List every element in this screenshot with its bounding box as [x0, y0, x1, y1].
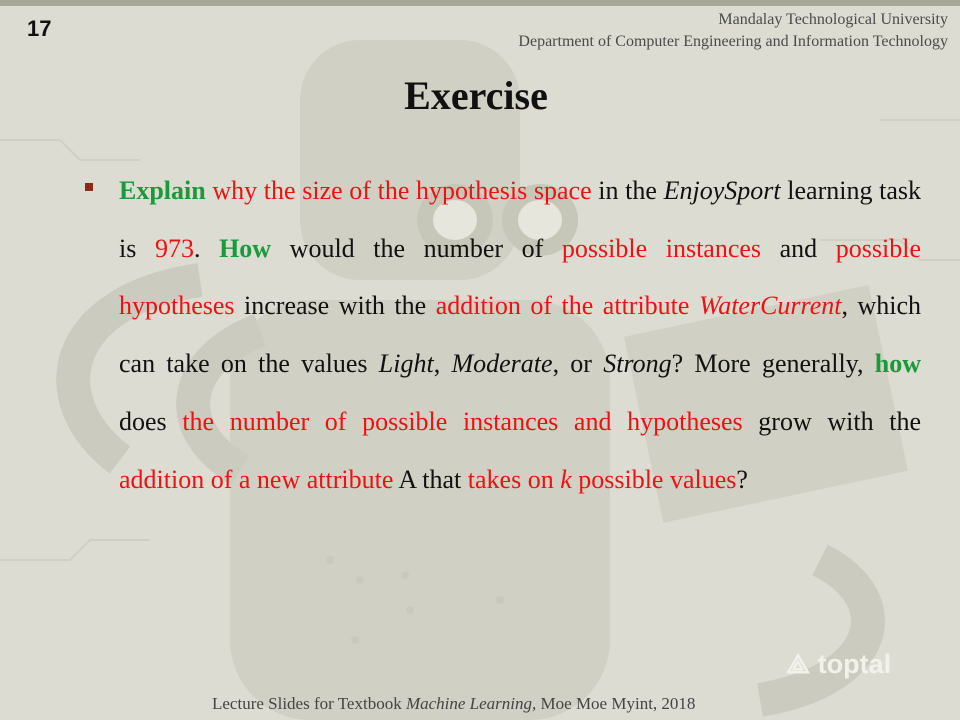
- footer-suffix: , Moe Moe Myint, 2018: [532, 694, 696, 713]
- bullet-square-icon: [85, 183, 93, 191]
- italic-term: Moderate: [451, 349, 553, 379]
- highlight-phrase: why the size of the hypothesis space: [212, 176, 592, 205]
- text-segment: ,: [433, 349, 452, 379]
- text-segment: grow with the: [742, 406, 921, 436]
- highlight-italic-term: k: [560, 464, 572, 494]
- text-segment: ? More generally,: [671, 349, 875, 379]
- university-name: Mandalay Technological University: [718, 11, 948, 28]
- footer-credit: [212, 694, 695, 714]
- highlight-phrase: takes on: [467, 464, 561, 494]
- highlight-phrase: the number of possible instances and hypotheses: [182, 406, 743, 436]
- text-segment: A that: [393, 464, 468, 494]
- text-segment: , which can take on the values: [119, 291, 922, 379]
- slide-number: 17: [27, 16, 52, 41]
- text-segment: ?: [736, 464, 748, 494]
- top-border: [0, 0, 960, 6]
- toptal-logo-icon: ⟁: [786, 649, 811, 679]
- italic-term: Light: [378, 349, 434, 379]
- highlight-phrase: addition of a new attribute: [119, 464, 394, 494]
- slide-title: Exercise: [404, 73, 548, 118]
- text-segment: in the: [591, 176, 664, 205]
- highlight-phrase: addition of the attribute: [435, 291, 699, 321]
- exercise-paragraph: [119, 162, 921, 508]
- keyword-explain: Explain: [119, 176, 206, 205]
- text-segment: learning task is: [119, 176, 921, 263]
- department-name: Department of Computer Engineering and Information Technology: [518, 33, 948, 50]
- institution-header: [518, 9, 948, 53]
- text-segment: and: [761, 233, 836, 263]
- italic-term: Strong: [603, 349, 672, 379]
- footer-prefix: Lecture Slides for Textbook: [212, 694, 406, 713]
- highlight-phrase: possible hypotheses: [119, 233, 922, 321]
- toptal-text: toptal: [817, 649, 892, 679]
- toptal-watermark: [786, 649, 891, 681]
- text-segment: does: [119, 406, 183, 436]
- text-segment: increase with the: [234, 291, 436, 321]
- italic-term: EnjoySport: [663, 176, 781, 205]
- keyword-how: how: [874, 349, 921, 379]
- text-segment: , or: [552, 349, 604, 379]
- highlight-italic-term: WaterCurrent: [698, 291, 842, 321]
- keyword-how: How: [219, 233, 272, 263]
- text-segment: .: [193, 233, 220, 263]
- text-segment: would the number of: [271, 233, 562, 263]
- highlight-number: 973: [154, 233, 194, 263]
- footer-book-title: Machine Learning: [405, 694, 533, 713]
- highlight-phrase: possible values: [571, 464, 737, 494]
- highlight-phrase: possible instances: [561, 233, 762, 263]
